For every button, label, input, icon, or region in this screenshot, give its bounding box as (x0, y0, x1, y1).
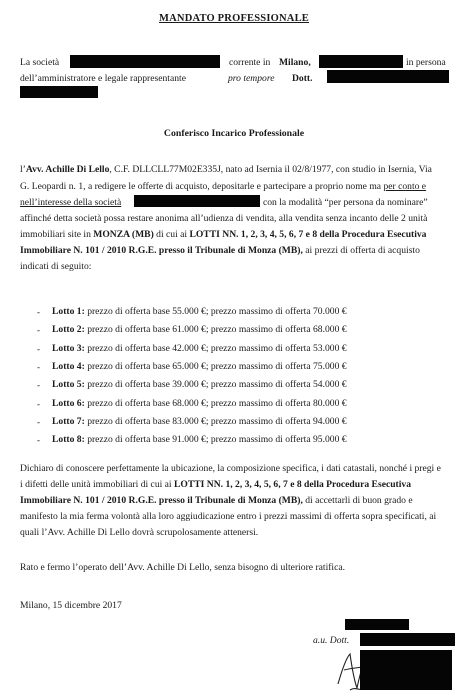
redacted-signature-stamp (360, 650, 452, 690)
lot-label: Lotto 5: (52, 379, 85, 390)
redacted-company-name-2 (134, 195, 260, 207)
body1-l5a: immobiliari site in (20, 229, 94, 240)
body1-line-2 (20, 181, 426, 193)
body2-line-3 (20, 495, 413, 507)
redacted-company-name (70, 55, 220, 68)
intro-line-2-title: Dott. (292, 73, 313, 84)
lot-prices: prezzo di offerta base 83.000 €; prezzo massimo di offerta 94.000 € (87, 416, 347, 427)
body1-l2a: G. Leopardi n. 1, a redigere le offerte di acquisto, depositarle e partecipare a proprio nome ma (20, 181, 384, 192)
document-title: MANDATO PROFESSIONALE (159, 13, 309, 24)
body2-l3b: di accettarli di buon grado e (302, 495, 413, 506)
body1-line-6 (20, 245, 420, 257)
lot-row (52, 379, 347, 391)
intro-line-1-mid: corrente in (229, 57, 271, 68)
lot-bullet: - (37, 417, 40, 427)
redacted-administrator-name (327, 70, 449, 83)
lot-label: Lotto 1: (52, 306, 85, 317)
redacted-address (319, 55, 403, 68)
body1-l7: indicati di seguito: (20, 261, 92, 272)
lot-label: Lotto 2: (52, 324, 85, 335)
document-subtitle: Conferisco Incarico Professionale (163, 128, 305, 139)
lot-row (52, 361, 347, 373)
intro-line-1-city: Milano, (279, 57, 311, 68)
lot-prices: prezzo di offerta base 42.000 €; prezzo massimo di offerta 53.000 € (87, 343, 347, 354)
lawyer-name: Avv. Achille Di Lello (25, 164, 110, 175)
redacted-administrator-surname (20, 86, 98, 98)
body1-l3a: nell’interesse della società (20, 197, 122, 208)
lot-row (52, 306, 347, 318)
lot-prices: prezzo di offerta base 39.000 €; prezzo massimo di offerta 54.000 € (87, 379, 347, 390)
redacted-signature-header (345, 619, 409, 630)
lot-row (52, 324, 347, 336)
body1-l1c: , C.F. DLLCLL77M02E335J, nato ad Isernia il 02/8/1977, con studio in Isernia, Via (109, 164, 432, 175)
ratifica-line: Rato e fermo l’operato dell’Avv. Achille Di Lello, senza bisogno di ulteriore ratifica. (20, 562, 346, 573)
body1-l3b: con la modalità “per persona da nominare” (263, 197, 428, 208)
lot-label: Lotto 4: (52, 361, 85, 372)
intro-line-1-start: La società (20, 57, 60, 68)
lot-bullet: - (37, 399, 40, 409)
lot-bullet: - (37, 307, 40, 317)
lot-row (52, 343, 347, 355)
body1-l5d: LOTTI NN. 1, 2, 3, 4, 5, 6, 7 e 8 della Procedura Esecutiva (189, 229, 427, 240)
body2-l2b: LOTTI NN. 1, 2, 3, 4, 5, 6, 7 e 8 della Procedura Esecutiva (174, 479, 411, 490)
intro-line-2-italic: pro tempore (228, 73, 275, 84)
body2-l4: manifesto la mia ferma volontà alla loro aggiudicazione entro i prezzi massimi di offerta sopra specificati, ai (20, 511, 437, 522)
body2-line-2 (20, 479, 411, 491)
body2-l5: quali l’Avv. Achille Di Lello dovrà scrupolosamente attenersi. (20, 527, 259, 538)
lot-label: Lotto 8: (52, 434, 85, 445)
lot-prices: prezzo di offerta base 65.000 €; prezzo massimo di offerta 75.000 € (87, 361, 347, 372)
body1-l6b: ai prezzi di offerta di acquisto (302, 245, 420, 256)
body1-line-5 (20, 229, 426, 241)
lot-bullet: - (37, 344, 40, 354)
lot-label: Lotto 6: (52, 398, 85, 409)
body2-l3a: Immobiliare N. 101 / 2010 R.G.E. presso il Tribunale di Monza (MB), (20, 495, 303, 506)
lot-label: Lotto 3: (52, 343, 85, 354)
lot-bullet: - (37, 325, 40, 335)
body1-l4: affinché detta società possa restare anonima all’udienza di vendita, alla vendita senza incanto delle 2 unità (20, 213, 428, 224)
signature-label: a.u. Dott. (313, 635, 350, 646)
lot-row (52, 434, 347, 446)
lot-prices: prezzo di offerta base 61.000 €; prezzo massimo di offerta 68.000 € (87, 324, 347, 335)
lot-label: Lotto 7: (52, 416, 85, 427)
lot-row (52, 416, 347, 428)
intro-line-1-end: in persona (406, 57, 446, 68)
body1-l6a: Immobiliare N. 101 / 2010 R.G.E. presso il Tribunale di Monza (MB), (20, 245, 303, 256)
lot-bullet: - (37, 362, 40, 372)
lot-prices: prezzo di offerta base 68.000 €; prezzo massimo di offerta 80.000 € (87, 398, 347, 409)
lot-bullet: - (37, 435, 40, 445)
lot-prices: prezzo di offerta base 91.000 €; prezzo massimo di offerta 95.000 € (87, 434, 347, 445)
body1-l2b: per conto e (383, 181, 427, 192)
intro-line-2-start: dell’amministratore e legale rappresentante (20, 73, 186, 84)
body2-l2a: i difetti delle unità immobiliari di cui ai (20, 479, 174, 490)
body1-l5b: MONZA (MB) (93, 229, 154, 240)
body1-l1a: l’ (20, 164, 26, 175)
date-line: Milano, 15 dicembre 2017 (20, 600, 122, 611)
lot-bullet: - (37, 380, 40, 390)
lot-row (52, 398, 347, 410)
body1-line-1 (20, 164, 432, 176)
body1-l5c: di cui ai (153, 229, 190, 240)
body2-l1: Dichiaro di conoscere perfettamente la ubicazione, la composizione specifica, i dati catastali, nonché i pregi e (20, 463, 441, 474)
lot-prices: prezzo di offerta base 55.000 €; prezzo massimo di offerta 70.000 € (87, 306, 347, 317)
